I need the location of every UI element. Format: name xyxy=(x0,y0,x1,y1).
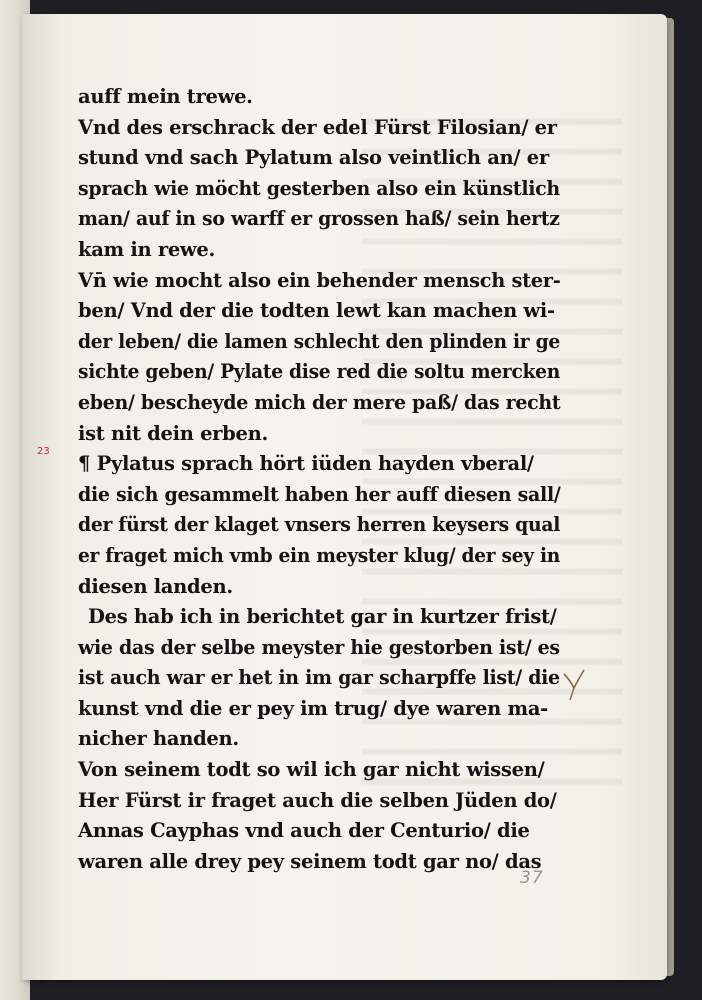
text-line: Vnd des erschrack der edel Fürst Filosian/ er xyxy=(78,115,557,139)
text-line: ist nit dein erben. xyxy=(78,421,268,445)
text-line: Vn̄ wie mocht also ein behender mensch ster- xyxy=(78,268,561,292)
margin-reference-number: 23 xyxy=(37,446,50,457)
text-line: stund vnd sach Pylatum also veintlich an/ er xyxy=(78,146,549,170)
text-line: er fraget mich vmb ein meyster klug/ der sey in xyxy=(78,543,560,567)
text-line: Des hab ich in berichtet gar in kurtzer frist/ xyxy=(88,605,557,629)
text-line: man/ auf in so warff er grossen haß/ sein hertz xyxy=(78,207,560,231)
text-line: der fürst der klaget vnsers herren keysers qual xyxy=(78,513,561,537)
text-line: sichte geben/ Pylate dise red die soltu mercken xyxy=(78,360,560,384)
text-line: ¶ Pylatus sprach hört iüden hayden vberal/ xyxy=(78,452,534,476)
folio-number: 37 xyxy=(520,868,544,888)
text-line: waren alle drey pey seinem todt gar no/ das xyxy=(78,849,542,873)
text-line: diesen landen. xyxy=(78,574,233,598)
text-line: kunst vnd die er pey im trug/ dye waren ma- xyxy=(78,696,548,720)
text-line: nicher handen. xyxy=(78,727,239,751)
text-line: die sich gesammelt haben her auff diesen sall/ xyxy=(78,482,561,506)
text-line: kam in rewe. xyxy=(78,237,216,261)
text-line: sprach wie möcht gesterben also ein künstlich xyxy=(78,176,560,200)
text-line: ist auch war er het in im gar scharpffe list/ die xyxy=(78,666,560,690)
text-line: auff mein trewe. xyxy=(78,85,253,108)
text-line: Her Fürst ir fraget auch die selben Jüden do/ xyxy=(78,788,557,812)
blackletter-text-block xyxy=(78,82,561,877)
text-line: Annas Cayphas vnd auch der Centurio/ die xyxy=(78,819,530,843)
text-line: Von seinem todt so wil ich gar nicht wissen/ xyxy=(78,758,545,782)
pencil-annotation-mark xyxy=(560,666,588,706)
text-line: der leben/ die lamen schlecht den plinden ir ge xyxy=(78,329,560,353)
text-line: eben/ bescheyde mich der mere paß/ das recht xyxy=(78,390,561,414)
text-line: ben/ Vnd der die todten lewt kan machen wi- xyxy=(78,299,555,323)
text-line: wie das der selbe meyster hie gestorben ist/ es xyxy=(78,635,560,659)
